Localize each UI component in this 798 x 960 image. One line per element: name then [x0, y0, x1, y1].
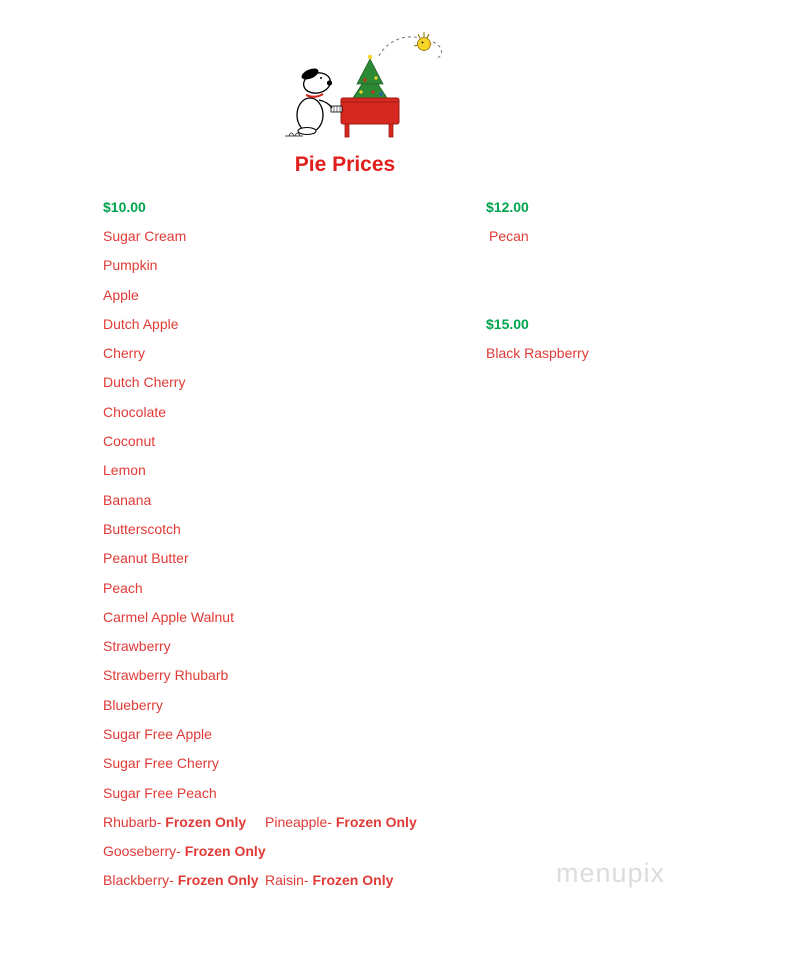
menu-item: Blueberry	[103, 696, 163, 713]
frozen-only-label: Frozen Only	[165, 813, 247, 830]
woodstock-icon	[414, 32, 433, 51]
menu-item: Sugar Cream	[103, 227, 187, 244]
christmas-tree-icon	[353, 55, 387, 99]
price-label: $10.00	[103, 198, 146, 215]
menu-row-frozen	[103, 807, 543, 836]
item-name: Pineapple-	[265, 813, 332, 830]
menu-item: Banana	[103, 491, 152, 508]
price-label: $15.00	[486, 315, 529, 332]
menu-item: Apple	[103, 286, 139, 303]
item-name: Raisin-	[265, 872, 309, 889]
price-section-10	[103, 192, 543, 895]
item-name: Blackberry-	[103, 872, 174, 889]
piano-icon	[331, 98, 399, 137]
frozen-only-label: Frozen Only	[312, 872, 394, 889]
menu-item: Pecan	[489, 227, 529, 244]
menu-item: Chocolate	[103, 403, 167, 420]
menu-item: Carmel Apple Walnut	[103, 608, 234, 625]
menu-item: Sugar Free Peach	[103, 784, 217, 801]
menu-item: Peach	[103, 579, 143, 596]
snoopy-christmas-piano-illustration	[283, 26, 463, 144]
menu-item: Butterscotch	[103, 520, 181, 537]
frozen-only-label: Frozen Only	[184, 843, 266, 860]
menu-item-frozen	[103, 843, 265, 859]
menu-row-frozen	[103, 837, 543, 866]
menu-item: Pumpkin	[103, 257, 158, 274]
menupix-watermark: menupix	[556, 858, 666, 888]
menu-item: Sugar Free Cherry	[103, 755, 219, 772]
menu-item: Coconut	[103, 433, 156, 450]
menu-item: Dutch Cherry	[103, 374, 186, 391]
menu-item: Peanut Butter	[103, 550, 189, 567]
menu-item: Strawberry	[103, 638, 171, 655]
price-section-12	[486, 192, 746, 251]
page-title: Pie Prices	[294, 153, 396, 176]
frozen-only-label: Frozen Only	[335, 813, 417, 830]
flight-trail-icon	[379, 37, 442, 59]
menu-item: Lemon	[103, 462, 146, 479]
menu-item: Cherry	[103, 345, 146, 362]
menu-item: Strawberry Rhubarb	[103, 667, 229, 684]
menu-item: Black Raspberry	[486, 344, 589, 361]
price-section-15	[486, 309, 746, 368]
price-label: $12.00	[486, 198, 529, 215]
snoopy-icon	[297, 66, 332, 134]
item-name: Rhubarb-	[103, 813, 162, 830]
menu-item-frozen	[103, 814, 265, 830]
frozen-only-label: Frozen Only	[177, 872, 259, 889]
item-name: Gooseberry-	[103, 843, 181, 860]
menu-item-frozen	[103, 872, 265, 888]
menu-item: Sugar Free Apple	[103, 725, 212, 742]
menu-row-frozen	[103, 866, 543, 895]
menu-item: Dutch Apple	[103, 315, 179, 332]
menu-item-frozen	[265, 814, 417, 830]
menu-item-frozen	[265, 872, 393, 888]
